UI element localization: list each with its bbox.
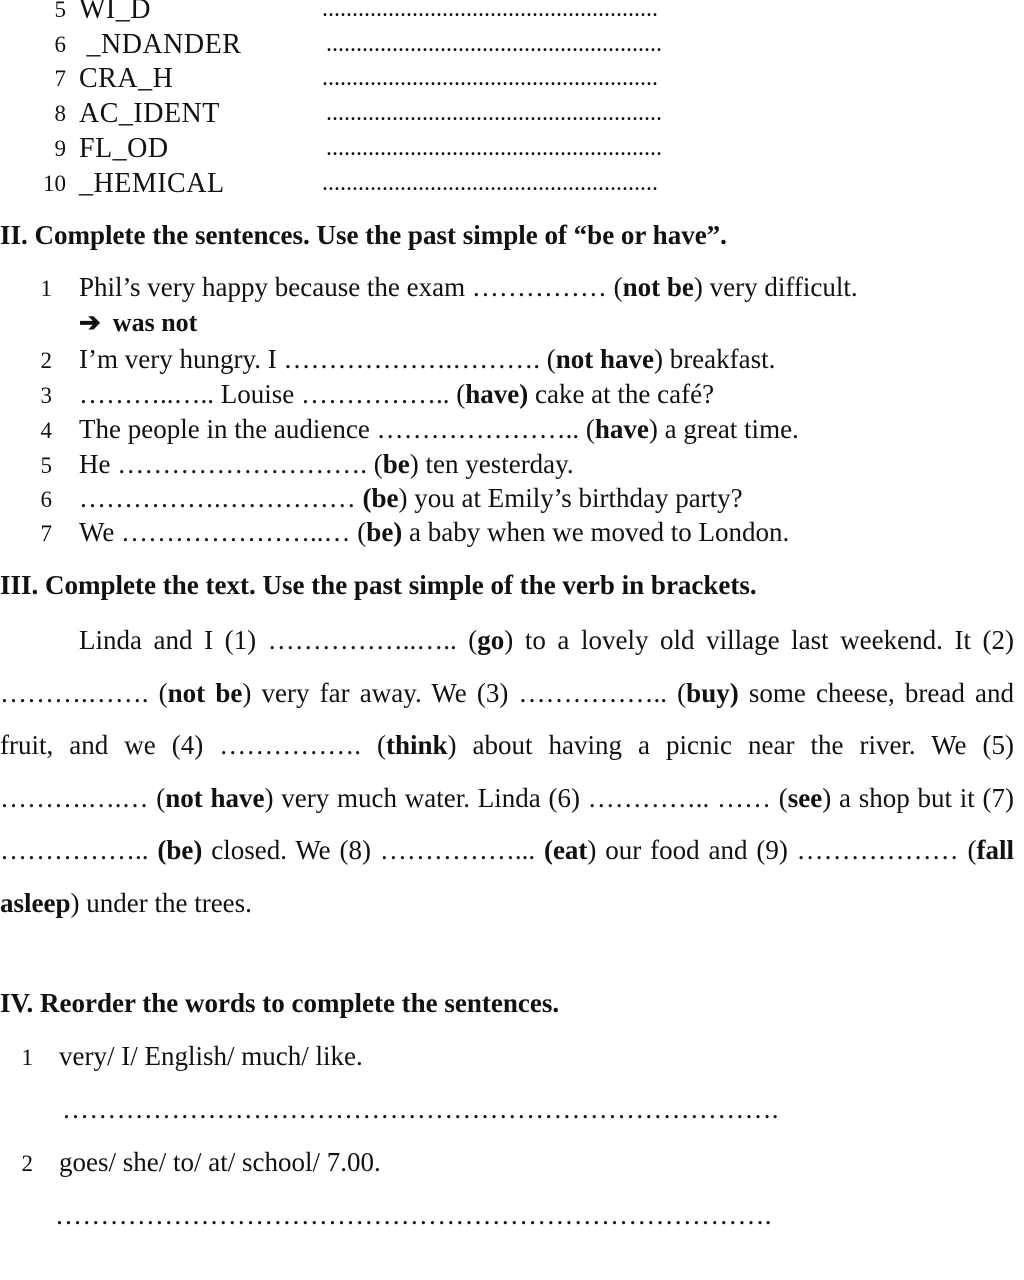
paragraph-text: ) about having a picnic near the river. We (5) ……….….… ( (0, 730, 1015, 813)
answer-dots[interactable]: ........................................................ (322, 0, 658, 22)
word-list-item (0, 29, 1024, 63)
paragraph-text: ) very far away. We (3) …………….. ( (242, 677, 687, 708)
item-number: 2 (40, 348, 52, 373)
scrambled-word: CRA_H (79, 63, 174, 94)
answer-dots[interactable]: ........................................................ (322, 170, 658, 196)
sentence-post: ) breakfast. (653, 344, 776, 374)
section-4-heading: IV. Reorder the words to complete the sentences. (0, 988, 560, 1018)
verb-cue: not have (165, 782, 265, 813)
answer-dots[interactable]: ........................................................ (322, 65, 658, 91)
jumbled-words: very/ I/ English/ much/ like. (59, 1041, 363, 1071)
answer-dots[interactable]: ........................................................ (326, 31, 662, 57)
sentence-text (79, 449, 574, 480)
verb-cue: not be (622, 272, 694, 302)
item-number: 6 (40, 487, 52, 512)
item-number: 1 (40, 276, 52, 301)
scrambled-word: _HEMICAL (79, 168, 225, 199)
word-list-item (0, 63, 1024, 97)
example-answer-text (79, 308, 197, 338)
verb-cue: be (382, 449, 410, 479)
verb-cue: not be (167, 677, 243, 708)
verb-cue: be) (366, 517, 403, 547)
sentence-text (79, 379, 714, 410)
item-number: 4 (40, 418, 52, 443)
paragraph-text: some cheese, bread and fruit, and we (4) ……………. ( (0, 677, 1014, 760)
item-number: 7 (54, 66, 66, 91)
verb-cue: think (385, 730, 448, 760)
item-number: 3 (40, 383, 52, 408)
sentence-post: ) you at Emily’s birthday party? (398, 483, 743, 513)
sentence-text (79, 414, 799, 445)
sentence-pre: …………….…………… (79, 483, 363, 513)
paragraph-text: ) a shop but it (7) …………….. (0, 782, 1015, 865)
scrambled-word: AC_IDENT (79, 98, 220, 129)
arrow-right-icon: ➔ (79, 308, 101, 337)
sentence-text (79, 517, 789, 548)
verb-cue: see (787, 782, 823, 813)
verb-cue: buy) (686, 677, 739, 708)
answer-dots[interactable]: ........................................................ (326, 135, 662, 161)
item-number: 7 (40, 521, 52, 546)
sentence-pre: He ………………………. ( (79, 449, 383, 479)
sentence-pre: We …………………..… ( (79, 517, 367, 547)
scrambled-word: FL_OD (79, 133, 169, 164)
sentence-pre: The people in the audience ………………….. ( (79, 414, 595, 444)
paragraph-text: ) our food and (9) ……………… ( (587, 835, 977, 865)
verb-cue: not have (555, 344, 654, 374)
section-2-heading: II. Complete the sentences. Use the past simple of “be or have”. (0, 220, 727, 250)
item-number: 9 (54, 136, 66, 161)
item-number: 1 (21, 1045, 33, 1070)
answer-line[interactable]: ……………………………………………………………………. (55, 1200, 772, 1230)
item-number: 5 (40, 453, 52, 478)
verb-cue: (be) (157, 835, 203, 865)
answer-line[interactable]: ……………………………………………………………………. (62, 1094, 779, 1124)
paragraph-text: ) under the trees. (70, 887, 252, 918)
sentence-post: ) a great time. (648, 414, 799, 444)
sentence-text (79, 344, 775, 375)
word-list-item (0, 98, 1024, 132)
sentence-text (79, 483, 743, 514)
word-list-item (0, 0, 1024, 28)
paragraph-text: ) very much water. Linda (6) ………….. …… ( (264, 782, 788, 813)
answer-dots[interactable]: ........................................................ (326, 100, 662, 126)
verb-cue: fall asleep (0, 835, 1015, 918)
word-list-item (0, 133, 1024, 167)
item-number: 5 (54, 0, 66, 22)
sentence-pre: ………..….. Louise …………….. ( (79, 379, 466, 409)
section-3-heading: III. Complete the text. Use the past simple of the verb in brackets. (0, 570, 757, 600)
paragraph-text: Linda and I (1) ……………..….. ( (79, 625, 478, 655)
verb-cue: have (594, 414, 649, 444)
item-number: 2 (21, 1151, 33, 1176)
sentence-pre: Phil’s very happy because the exam …………… ( (79, 272, 623, 302)
scrambled-word: _NDANDER (79, 29, 242, 60)
scrambled-word: WI_D (79, 0, 151, 25)
paragraph-text: ) to a lovely old village last weekend. It (2) ……….……. ( (0, 625, 1015, 708)
verb-cue: have) (465, 379, 529, 409)
item-number: 6 (54, 32, 66, 57)
sentence-pre: I’m very hungry. I ……………….………. ( (79, 344, 556, 374)
verb-cue: go (477, 625, 505, 655)
sentence-post: ) ten yesterday. (409, 449, 574, 479)
paragraph-text: closed. We (8) ……………... (202, 835, 544, 865)
sentence-post: ) very difficult. (693, 272, 858, 302)
answer-value: was not (112, 308, 198, 337)
item-number: 8 (54, 101, 66, 126)
verb-cue: (eat (543, 835, 588, 865)
verb-cue: (be (362, 483, 399, 513)
jumbled-words: goes/ she/ to/ at/ school/ 7.00. (59, 1147, 381, 1177)
sentence-text (79, 272, 858, 303)
word-list-item (0, 168, 1024, 202)
sentence-post: cake at the café? (528, 379, 715, 409)
sentence-post: a baby when we moved to London. (402, 517, 790, 547)
item-number: 10 (43, 171, 66, 196)
gap-fill-paragraph (0, 614, 1014, 929)
